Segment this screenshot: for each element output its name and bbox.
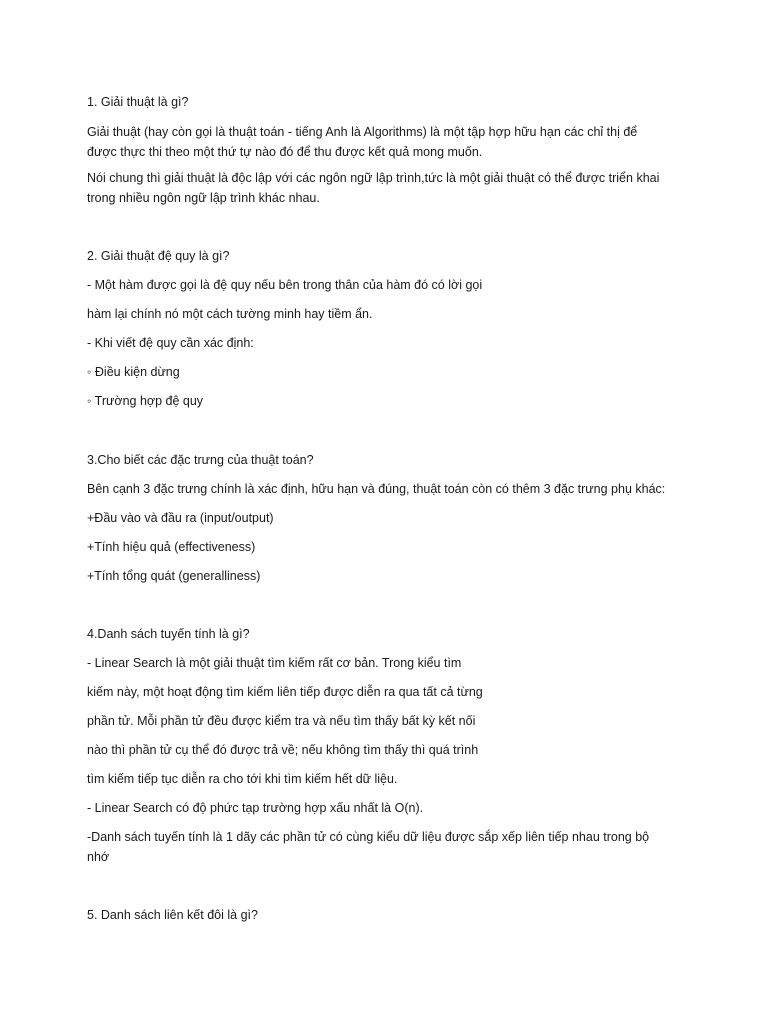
- text-line: - Linear Search là một giải thuật tìm kiếm rất cơ bản. Trong kiểu tìm: [87, 656, 462, 670]
- section-3-heading: 3.Cho biết các đặc trưng của thuật toán?: [87, 453, 314, 467]
- section-4-heading: 4.Danh sách tuyến tính là gì?: [87, 627, 250, 641]
- text-line: Giải thuật (hay còn gọi là thuật toán - tiếng Anh là Algorithms) là một tập hợp hữu hạn các chỉ thị để: [87, 125, 638, 139]
- text-line: - Khi viết đệ quy cần xác định:: [87, 336, 254, 350]
- text-line: phần tử. Mỗi phần tử đều được kiểm tra và nếu tìm thấy bất kỳ kết nối: [87, 714, 476, 728]
- section-4-paragraph: [87, 827, 687, 867]
- section-1-paragraph-2: [87, 168, 687, 208]
- section-5-heading: 5. Danh sách liên kết đôi là gì?: [87, 908, 258, 922]
- text-line: nào thì phần tử cụ thể đó được trả về; nếu không tìm thấy thì quá trình: [87, 743, 479, 757]
- section-2-heading: 2. Giải thuật đệ quy là gì?: [87, 249, 230, 263]
- bullet-item: ◦ Trường hợp đệ quy: [87, 394, 204, 408]
- text-line: Bên cạnh 3 đặc trưng chính là xác định, hữu hạn và đúng, thuật toán còn có thêm 3 đặc trưng phụ khác:: [87, 482, 666, 496]
- text-line: kiếm này, một hoạt động tìm kiếm liên tiếp được diễn ra qua tất cả từng: [87, 685, 483, 699]
- list-item: +Tính tổng quát (generalliness): [87, 569, 261, 583]
- bullet-item: ◦ Điều kiện dừng: [87, 365, 180, 379]
- list-item: +Tính hiệu quả (effectiveness): [87, 540, 256, 554]
- section-1-paragraph-1: [87, 122, 687, 162]
- text-line: - Linear Search có độ phức tạp trường hợp xấu nhất là O(n).: [87, 801, 424, 815]
- list-item: +Đầu vào và đầu ra (input/output): [87, 511, 274, 525]
- text-line: -Danh sách tuyến tính là 1 dãy các phần tử có cùng kiểu dữ liệu được sắp xếp liên tiếp nhau trong bộ: [87, 830, 650, 844]
- section-1-heading: 1. Giải thuật là gì?: [87, 95, 189, 109]
- text-line: hàm lại chính nó một cách tường minh hay tiềm ẩn.: [87, 307, 373, 321]
- text-line: tìm kiếm tiếp tục diễn ra cho tới khi tìm kiếm hết dữ liệu.: [87, 772, 398, 786]
- text-line: trong nhiều ngôn ngữ lập trình khác nhau.: [87, 191, 320, 205]
- text-line: Nói chung thì giải thuật là độc lập với các ngôn ngữ lập trình,tức là một giải thuật có thể được triển khai: [87, 171, 660, 185]
- text-line: nhớ: [87, 850, 110, 864]
- text-line: - Một hàm được gọi là đệ quy nếu bên trong thân của hàm đó có lời gọi: [87, 278, 483, 292]
- text-line: được thực thi theo một thứ tự nào đó để thu được kết quả mong muốn.: [87, 145, 483, 159]
